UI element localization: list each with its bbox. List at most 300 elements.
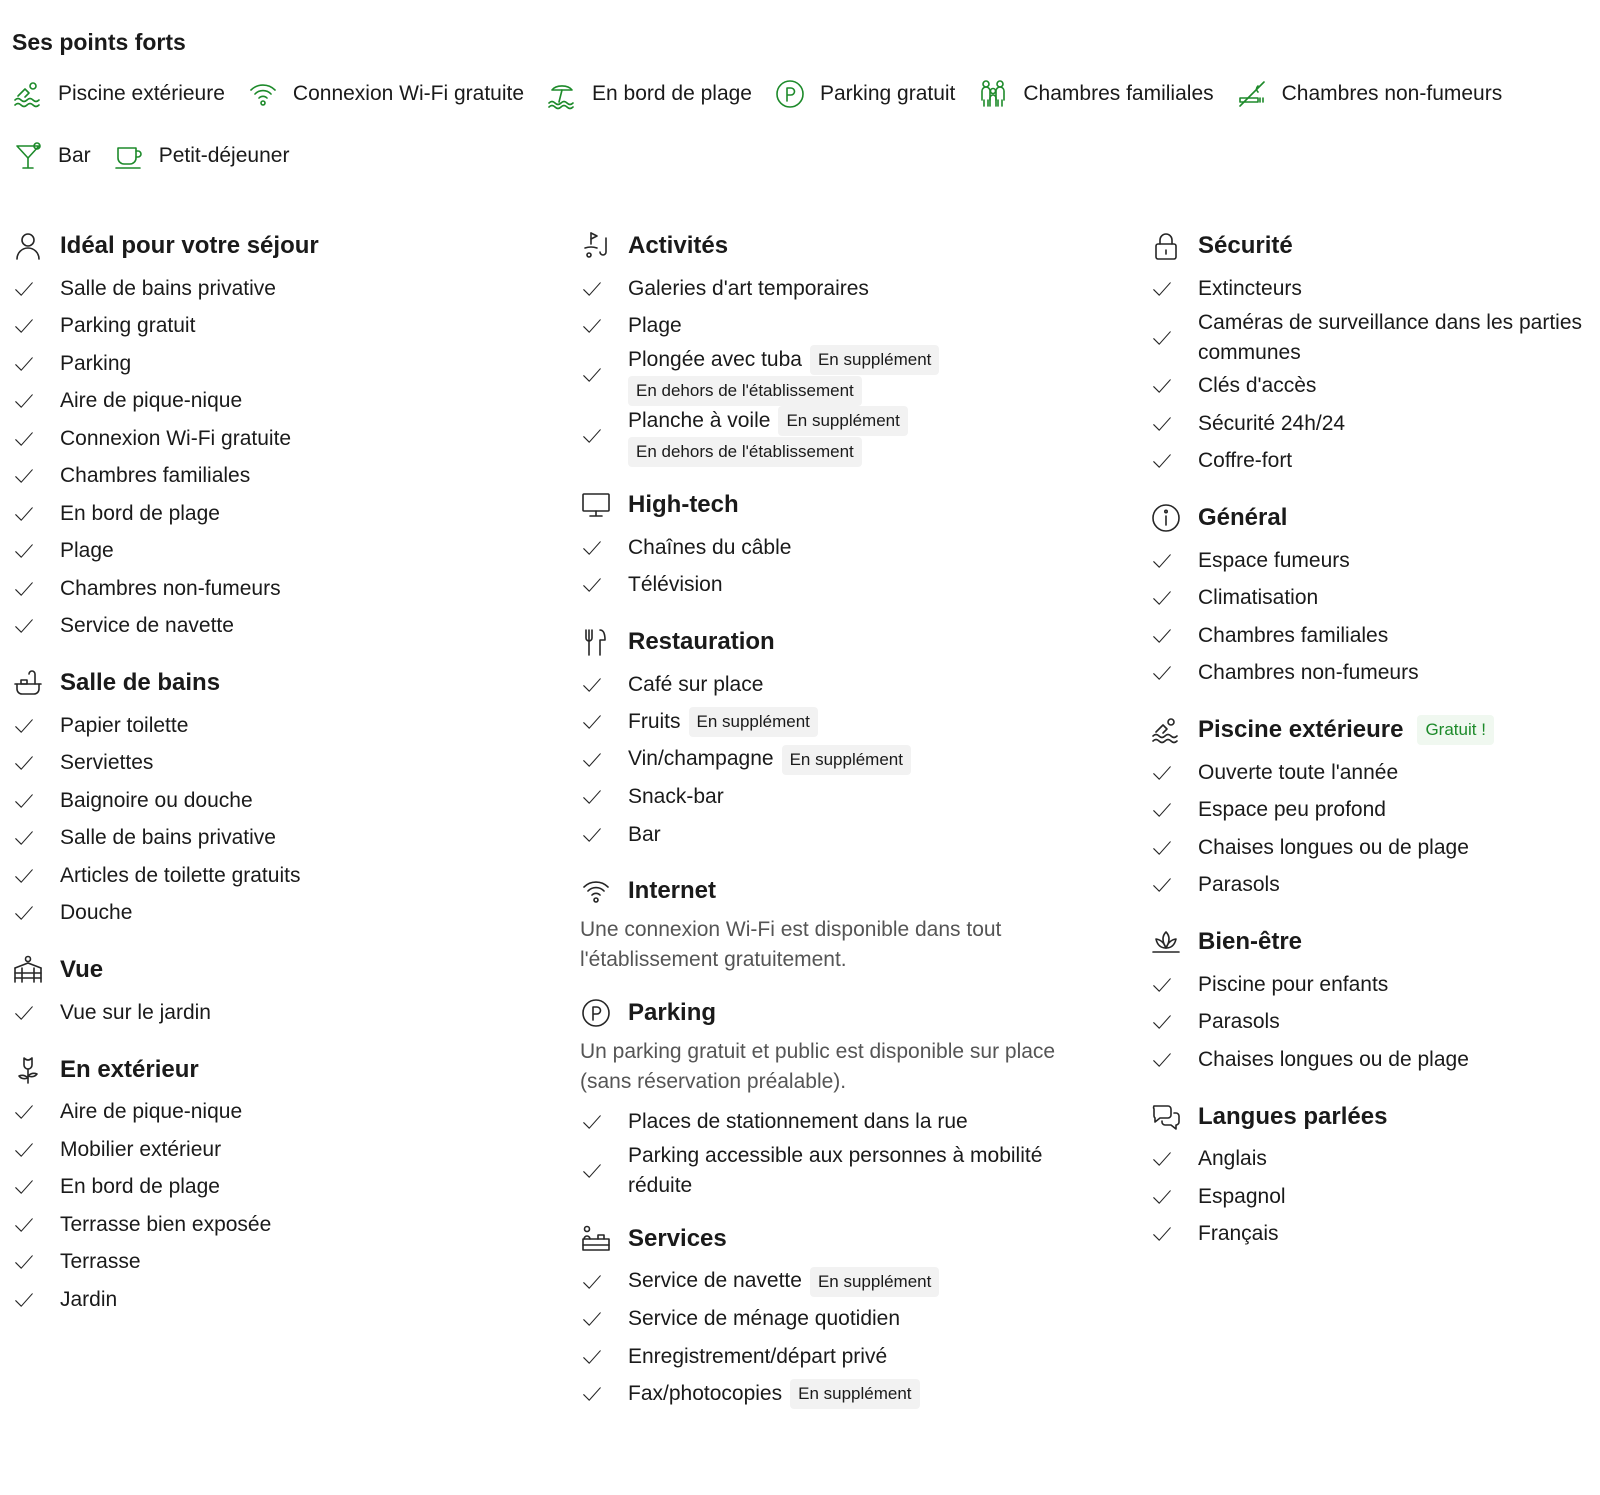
- item-text: Serviettes: [60, 751, 154, 775]
- item-text: Chaînes du câble: [628, 535, 792, 559]
- checkmark-icon: [580, 1111, 628, 1133]
- facility-section: [12, 952, 552, 1032]
- checkmark-icon: [580, 278, 628, 300]
- section-title: Général: [1198, 504, 1288, 531]
- item-text: Plage: [628, 314, 682, 338]
- item-body: [1198, 546, 1358, 576]
- flower-icon: [12, 1054, 44, 1086]
- checkmark-icon: [1150, 587, 1198, 609]
- facility-section: [12, 1052, 552, 1319]
- item-body: [60, 349, 139, 379]
- section-header: [12, 665, 552, 701]
- cocktail-icon: [12, 140, 44, 172]
- item-body: [60, 898, 140, 928]
- section-title: En extérieur: [60, 1055, 199, 1083]
- checkmark-icon: [580, 674, 628, 696]
- item-text: Fruits: [628, 709, 681, 733]
- checkmark-icon: [12, 428, 60, 450]
- section-title: Restauration: [628, 627, 775, 655]
- list-item: [580, 1300, 1100, 1338]
- checkmark-icon: [1150, 1011, 1198, 1033]
- list-item: [580, 1141, 1100, 1201]
- item-body: [1198, 1182, 1294, 1212]
- checkmark-icon: [12, 390, 60, 412]
- parking-icon: [580, 997, 612, 1029]
- item-body: [1198, 446, 1300, 476]
- item-body: [1198, 1144, 1275, 1174]
- item-body: [60, 1135, 229, 1165]
- section-header: [580, 1221, 1100, 1257]
- item-body: [60, 611, 242, 641]
- item-body: [1198, 371, 1324, 401]
- highlight-label: Chambres non-fumeurs: [1281, 82, 1503, 105]
- item-text: Snack-bar: [628, 785, 724, 809]
- item-text: Articles de toilette gratuits: [60, 863, 301, 887]
- facility-section: [12, 228, 552, 645]
- item-body: [60, 861, 308, 891]
- checkmark-icon: [12, 752, 60, 774]
- wifi-icon: [580, 875, 612, 907]
- item-text: Chambres non-fumeurs: [1198, 661, 1419, 685]
- list-item: [1150, 308, 1600, 368]
- item-body: [1198, 1219, 1287, 1249]
- item-body: [628, 744, 917, 774]
- checkmark-icon: [12, 278, 60, 300]
- item-body: [1198, 621, 1396, 651]
- extra-charge-tag: En supplément: [810, 345, 939, 375]
- list-item: [580, 703, 1100, 741]
- checkmark-icon: [1150, 327, 1198, 349]
- item-body: [628, 1342, 895, 1372]
- section-header: [12, 228, 552, 264]
- checkmark-icon: [1150, 550, 1198, 572]
- item-body: [60, 998, 219, 1028]
- checkmark-icon: [12, 315, 60, 337]
- facility-list: [12, 270, 552, 645]
- item-body: [628, 311, 690, 341]
- item-body: [628, 707, 824, 737]
- checkmark-icon: [580, 749, 628, 771]
- item-body: [60, 823, 284, 853]
- list-item: [12, 308, 552, 346]
- extra-charge-tag: En dehors de l'établissement: [628, 437, 862, 467]
- list-item: [1150, 966, 1600, 1004]
- item-text: Service de ménage quotidien: [628, 1307, 901, 1331]
- item-text: Clés d'accès: [1198, 374, 1317, 398]
- section-header: [1150, 924, 1600, 960]
- facility-section: [1150, 1099, 1600, 1254]
- list-item: [580, 529, 1100, 567]
- item-body: [60, 274, 284, 304]
- list-item: [1150, 270, 1600, 308]
- checkmark-icon: [12, 1101, 60, 1123]
- item-text: En bord de plage: [60, 1175, 220, 1199]
- checkmark-icon: [1150, 662, 1198, 684]
- item-body: [628, 820, 669, 850]
- facility-section: [580, 995, 1100, 1201]
- item-text: Parking gratuit: [60, 314, 196, 338]
- facility-list: [1150, 542, 1600, 692]
- item-body: [60, 786, 261, 816]
- section-title: Piscine extérieure: [1198, 716, 1404, 743]
- facility-list: [580, 270, 1100, 467]
- checkmark-icon: [1150, 375, 1198, 397]
- item-body: [628, 345, 1100, 406]
- item-text: Terrasse bien exposée: [60, 1212, 272, 1236]
- checkmark-icon: [12, 865, 60, 887]
- facility-list: [580, 666, 1100, 854]
- facility-list: [12, 1094, 552, 1319]
- item-body: [1198, 583, 1326, 613]
- section-title: Services: [628, 1224, 727, 1252]
- item-body: [60, 311, 203, 341]
- facility-section: [580, 624, 1100, 854]
- item-body: [628, 1107, 976, 1137]
- checkmark-icon: [1150, 837, 1198, 859]
- item-text: Coffre-fort: [1198, 449, 1293, 473]
- extra-charge-tag: En supplément: [782, 745, 911, 775]
- item-text: Baignoire ou douche: [60, 788, 253, 812]
- list-item: [1150, 617, 1600, 655]
- list-item: [1150, 792, 1600, 830]
- checkmark-icon: [1150, 1186, 1198, 1208]
- lotus-icon: [1150, 926, 1182, 958]
- lock-icon: [1150, 230, 1182, 262]
- checkmark-icon: [580, 537, 628, 559]
- facility-section: [580, 1221, 1100, 1413]
- facilities-column-3: [1150, 228, 1600, 1273]
- item-text: En bord de plage: [60, 501, 220, 525]
- checkmark-icon: [580, 1383, 628, 1405]
- bathtub-icon: [12, 667, 44, 699]
- item-body: [60, 499, 228, 529]
- item-text: Papier toilette: [60, 713, 189, 737]
- item-body: [1198, 970, 1396, 1000]
- item-body: [1198, 308, 1600, 368]
- item-text: Planche à voile: [628, 408, 771, 432]
- highlight-label: Parking gratuit: [819, 82, 956, 105]
- section-title: Langues parlées: [1198, 1102, 1388, 1130]
- list-item: [12, 608, 552, 646]
- item-body: [1198, 409, 1353, 439]
- checkmark-icon: [580, 1271, 628, 1293]
- item-text: Espace peu profond: [1198, 798, 1386, 822]
- list-item: [12, 895, 552, 933]
- item-body: [1198, 758, 1406, 788]
- highlight-label: Connexion Wi-Fi gratuite: [292, 82, 525, 105]
- item-body: [60, 424, 299, 454]
- person-icon: [12, 230, 44, 262]
- item-body: [628, 406, 1100, 467]
- monitor-icon: [580, 489, 612, 521]
- list-item: [1150, 829, 1600, 867]
- list-item: [1150, 1141, 1600, 1179]
- facility-section: [580, 873, 1100, 975]
- info-icon: [1150, 502, 1182, 534]
- facility-section: [1150, 924, 1600, 1079]
- facilities-column-2: [580, 228, 1100, 1433]
- item-text: Chambres familiales: [60, 464, 251, 488]
- section-title: Sécurité: [1198, 232, 1293, 259]
- section-header: [12, 1052, 552, 1088]
- item-text: Espagnol: [1198, 1184, 1286, 1208]
- facility-section: [1150, 500, 1600, 692]
- checkmark-icon: [12, 1289, 60, 1311]
- item-body: [628, 670, 771, 700]
- item-text: Plongée avec tuba: [628, 348, 802, 371]
- section-header: [1150, 1099, 1600, 1135]
- list-item: [1150, 580, 1600, 618]
- item-body: [628, 1141, 1100, 1201]
- item-body: [1198, 870, 1288, 900]
- checkmark-icon: [580, 824, 628, 846]
- item-body: [1198, 274, 1310, 304]
- section-header: [1150, 500, 1600, 536]
- list-item: [12, 1169, 552, 1207]
- list-item: [12, 345, 552, 383]
- list-item: [1150, 368, 1600, 406]
- highlight-item[interactable]: [977, 76, 1213, 112]
- checkmark-icon: [1150, 974, 1198, 996]
- item-text: Salle de bains privative: [60, 826, 276, 850]
- section-title: Activités: [628, 232, 729, 259]
- item-body: [60, 1172, 228, 1202]
- item-body: [60, 711, 196, 741]
- highlight-item[interactable]: [774, 76, 955, 112]
- section-description: Une connexion Wi-Fi est disponible dans tout l'établissement gratuitement.: [580, 918, 1002, 972]
- highlight-item[interactable]: [1236, 76, 1503, 112]
- facility-list: [580, 1263, 1100, 1413]
- item-text: Caméras de surveillance dans les parties communes: [1198, 310, 1583, 364]
- item-body: [60, 1097, 250, 1127]
- item-text: Sécurité 24h/24: [1198, 411, 1346, 435]
- item-text: Service de navette: [60, 614, 234, 638]
- swimmer-icon: [1150, 714, 1182, 746]
- item-text: Parasols: [1198, 873, 1280, 897]
- item-text: Terrasse: [60, 1250, 141, 1274]
- list-item: [580, 1103, 1100, 1141]
- highlights-list: [12, 76, 1597, 174]
- item-body: [60, 748, 161, 778]
- item-text: Extincteurs: [1198, 276, 1302, 300]
- list-item: [580, 778, 1100, 816]
- list-item: [1150, 1216, 1600, 1254]
- item-text: Galeries d'art temporaires: [628, 276, 869, 300]
- extra-charge-tag: En supplément: [689, 707, 818, 737]
- section-title: Parking: [628, 999, 717, 1027]
- item-text: Climatisation: [1198, 586, 1319, 610]
- checkmark-icon: [1150, 799, 1198, 821]
- checkmark-icon: [12, 503, 60, 525]
- checkmark-icon: [12, 715, 60, 737]
- speech-bubbles-icon: [1150, 1101, 1182, 1133]
- checkmark-icon: [12, 1214, 60, 1236]
- item-text: Places de stationnement dans la rue: [628, 1110, 968, 1134]
- list-item: [12, 857, 552, 895]
- section-header: [1150, 228, 1600, 264]
- wifi-icon: [247, 78, 279, 110]
- checkmark-icon: [12, 615, 60, 637]
- checkmark-icon: [12, 827, 60, 849]
- item-text: Parking accessible aux personnes à mobilité réduite: [628, 1143, 1043, 1197]
- item-body: [60, 536, 122, 566]
- section-title: Salle de bains: [60, 669, 221, 696]
- item-text: Chambres familiales: [1198, 623, 1389, 647]
- list-item: [12, 1094, 552, 1132]
- facility-section: [12, 665, 552, 932]
- item-body: [1198, 1045, 1477, 1075]
- list-item: [12, 707, 552, 745]
- item-text: Salle de bains privative: [60, 276, 276, 300]
- checkmark-icon: [1150, 1223, 1198, 1245]
- list-item: [1150, 1004, 1600, 1042]
- item-text: Vin/champagne: [628, 747, 774, 771]
- list-item: [1150, 754, 1600, 792]
- section-header: [1150, 712, 1600, 748]
- highlight-item[interactable]: [247, 76, 524, 112]
- extra-charge-tag: En supplément: [810, 1267, 939, 1297]
- item-text: Café sur place: [628, 672, 764, 696]
- section-header: [580, 487, 1100, 523]
- item-body: [628, 274, 877, 304]
- facility-list: [1150, 1141, 1600, 1254]
- list-item: [1150, 655, 1600, 693]
- highlight-item[interactable]: [113, 138, 290, 174]
- checkmark-icon: [580, 574, 628, 596]
- item-body: [628, 570, 731, 600]
- list-item: [12, 782, 552, 820]
- list-item: [580, 741, 1100, 779]
- section-title: Internet: [628, 877, 717, 905]
- highlight-label: Chambres familiales: [1023, 82, 1214, 105]
- section-header: [12, 952, 552, 988]
- no-smoking-icon: [1236, 78, 1268, 110]
- item-text: Aire de pique-nique: [60, 389, 243, 413]
- extra-charge-tag: En dehors de l'établissement: [628, 376, 862, 406]
- checkmark-icon: [12, 1002, 60, 1024]
- list-item: [580, 1263, 1100, 1301]
- list-item: [12, 458, 552, 496]
- list-item: [1150, 405, 1600, 443]
- item-body: [60, 386, 250, 416]
- highlight-item[interactable]: [546, 76, 752, 112]
- item-text: Connexion Wi-Fi gratuite: [60, 426, 292, 450]
- item-text: Parking: [60, 351, 132, 375]
- checkmark-icon: [1150, 413, 1198, 435]
- item-body: [1198, 833, 1477, 863]
- section-header: [580, 228, 1100, 264]
- item-body: [60, 461, 258, 491]
- item-text: Plage: [60, 539, 114, 563]
- checkmark-icon: [1150, 625, 1198, 647]
- checkmark-icon: [12, 790, 60, 812]
- list-item: [580, 345, 1100, 406]
- checkmark-icon: [580, 1160, 628, 1182]
- extra-charge-tag: En supplément: [778, 406, 907, 436]
- list-item: [580, 406, 1100, 467]
- highlight-label: Piscine extérieure: [58, 82, 225, 105]
- facility-list: [1150, 966, 1600, 1079]
- facility-list: [1150, 270, 1600, 480]
- checkmark-icon: [580, 425, 628, 447]
- section-header: [580, 873, 1100, 909]
- list-item: [12, 533, 552, 571]
- checkmark-icon: [580, 1308, 628, 1330]
- extra-charge-tag: En supplément: [790, 1379, 919, 1409]
- parking-icon: [774, 78, 806, 110]
- facility-list: [1150, 754, 1600, 904]
- checkmark-icon: [1150, 1148, 1198, 1170]
- list-item: [12, 1206, 552, 1244]
- checkmark-icon: [12, 1176, 60, 1198]
- item-text: Jardin: [60, 1287, 118, 1311]
- checkmark-icon: [580, 1346, 628, 1368]
- checkmark-icon: [12, 465, 60, 487]
- checkmark-icon: [12, 902, 60, 924]
- section-description: Un parking gratuit et public est disponible sur place (sans réservation préalable).: [580, 1040, 1056, 1094]
- facility-section: [580, 487, 1100, 604]
- item-body: [628, 782, 732, 812]
- item-text: Fax/photocopies: [628, 1381, 783, 1405]
- highlight-label: Bar: [58, 144, 91, 167]
- item-text: Enregistrement/départ privé: [628, 1344, 888, 1368]
- item-body: [628, 1304, 908, 1334]
- item-body: [628, 1266, 945, 1296]
- checkmark-icon: [1150, 450, 1198, 472]
- section-title: Vue: [60, 956, 104, 983]
- swimmer-icon: [12, 78, 44, 110]
- highlight-label: Petit-déjeuner: [158, 144, 290, 167]
- item-text: Ouverte toute l'année: [1198, 760, 1399, 784]
- list-item: [12, 1244, 552, 1282]
- item-text: Bar: [628, 822, 661, 846]
- highlight-item[interactable]: [12, 138, 91, 174]
- facility-list: [12, 707, 552, 932]
- item-text: Piscine pour enfants: [1198, 972, 1389, 996]
- item-text: Chaises longues ou de plage: [1198, 1047, 1469, 1071]
- list-item: [580, 566, 1100, 604]
- checkmark-icon: [1150, 278, 1198, 300]
- item-text: Chaises longues ou de plage: [1198, 835, 1469, 859]
- item-body: [628, 1379, 926, 1409]
- list-item: [12, 1131, 552, 1169]
- highlight-label: En bord de plage: [592, 82, 752, 105]
- item-text: Parasols: [1198, 1010, 1280, 1034]
- item-text: Espace fumeurs: [1198, 548, 1350, 572]
- item-text: Douche: [60, 901, 133, 925]
- reception-bell-icon: [580, 1223, 612, 1255]
- view-icon: [12, 954, 44, 986]
- section-title: Idéal pour votre séjour: [60, 232, 319, 259]
- checkmark-icon: [1150, 874, 1198, 896]
- list-item: [12, 1281, 552, 1319]
- list-item: [12, 270, 552, 308]
- highlight-item[interactable]: [12, 76, 225, 112]
- list-item: [1150, 1041, 1600, 1079]
- list-item: [1150, 542, 1600, 580]
- facility-list: [12, 994, 552, 1032]
- item-body: [60, 1285, 125, 1315]
- list-item: [580, 308, 1100, 346]
- item-text: Chambres non-fumeurs: [60, 576, 281, 600]
- facility-list: [580, 529, 1100, 604]
- item-body: [60, 1247, 149, 1277]
- section-title: High-tech: [628, 490, 739, 518]
- facility-section: [1150, 228, 1600, 480]
- list-item: [580, 270, 1100, 308]
- item-body: [1198, 1007, 1288, 1037]
- section-header: [580, 995, 1100, 1031]
